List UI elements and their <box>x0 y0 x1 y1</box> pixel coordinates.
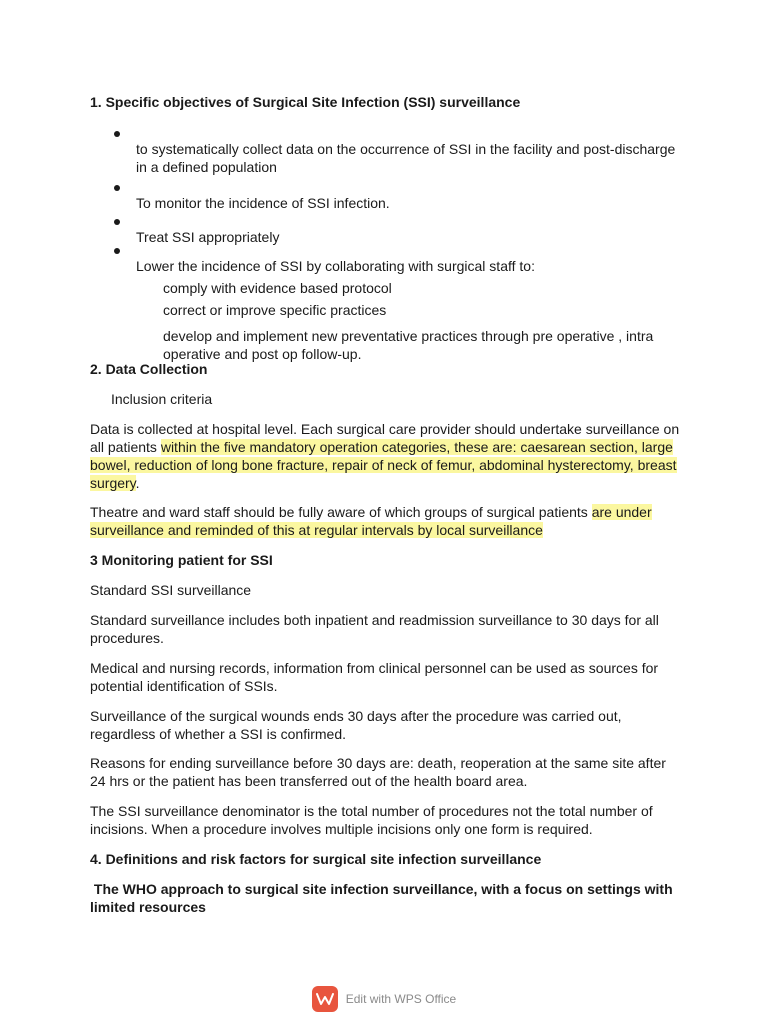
wps-edit-label[interactable]: Edit with WPS Office <box>345 992 457 1006</box>
wps-edit-footer[interactable] <box>0 984 768 1014</box>
sub-item: correct or improve specific practices <box>163 302 387 318</box>
section-4-subheading: The WHO approach to surgical site infection surveillance, with a focus on settings with limited resources <box>90 881 677 915</box>
bullet-icon <box>114 248 120 254</box>
highlighted-text: within the five mandatory operation categories, these are: caesarean section, large bowel, reduction of long bone fracture, repair of neck of femur, abdominal hysterectomy, breast surgery <box>90 439 677 491</box>
section-2-heading: 2. Data Collection <box>90 361 208 377</box>
standard-surveillance-label: Standard SSI surveillance <box>90 582 252 598</box>
wps-logo-icon <box>312 986 338 1012</box>
paragraph: Standard surveillance includes both inpatient and readmission surveillance to 30 days for all procedures. <box>90 612 659 646</box>
sub-item: develop and implement new preventative practices through pre operative , intra operative and post op follow-up. <box>163 328 654 362</box>
bullet-icon <box>114 185 120 191</box>
paragraph: Surveillance of the surgical wounds ends 30 days after the procedure was carried out, regardless of whether a SSI is confirmed. <box>90 708 622 742</box>
inclusion-criteria-label: Inclusion criteria <box>111 391 213 407</box>
section-4-heading: 4. Definitions and risk factors for surgical site infection surveillance <box>90 851 542 867</box>
section-1-heading: 1. Specific objectives of Surgical Site Infection (SSI) surveillance <box>90 94 521 110</box>
staff-awareness-paragraph <box>90 503 685 539</box>
sub-item: comply with evidence based protocol <box>163 280 392 296</box>
data-collection-paragraph <box>90 420 685 492</box>
bullet-icon <box>114 219 120 225</box>
section-3-heading: 3 Monitoring patient for SSI <box>90 552 273 568</box>
bullet-item: To monitor the incidence of SSI infection. <box>136 195 390 211</box>
paragraph: Reasons for ending surveillance before 30 days are: death, reoperation at the same site after 24 hrs or the patient has been transferred out of the health board area. <box>90 755 666 789</box>
paragraph-text: Theatre and ward staff should be fully aware of which groups of surgical patients <box>90 504 592 520</box>
bullet-item: Treat SSI appropriately <box>136 229 280 245</box>
paragraph-text: . <box>135 475 140 491</box>
bullet-item: to systematically collect data on the occurrence of SSI in the facility and post-discharge in a defined population <box>136 141 676 175</box>
paragraph-text: Data is collected at hospital level. Each surgical care provider should undertake surveillance on all patients <box>90 421 680 455</box>
paragraph: Medical and nursing records, information from clinical personnel can be used as sources for potential identification of SSIs. <box>90 660 659 694</box>
bullet-icon <box>114 131 120 137</box>
paragraph: The SSI surveillance denominator is the total number of procedures not the total number of incisions. When a procedure involves multiple incisions only one form is required. <box>90 803 653 837</box>
bullet-item: Lower the incidence of SSI by collaborating with surgical staff to: <box>136 258 535 274</box>
highlighted-text: are under surveillance and reminded of this at regular intervals by local surveillance <box>90 504 652 538</box>
